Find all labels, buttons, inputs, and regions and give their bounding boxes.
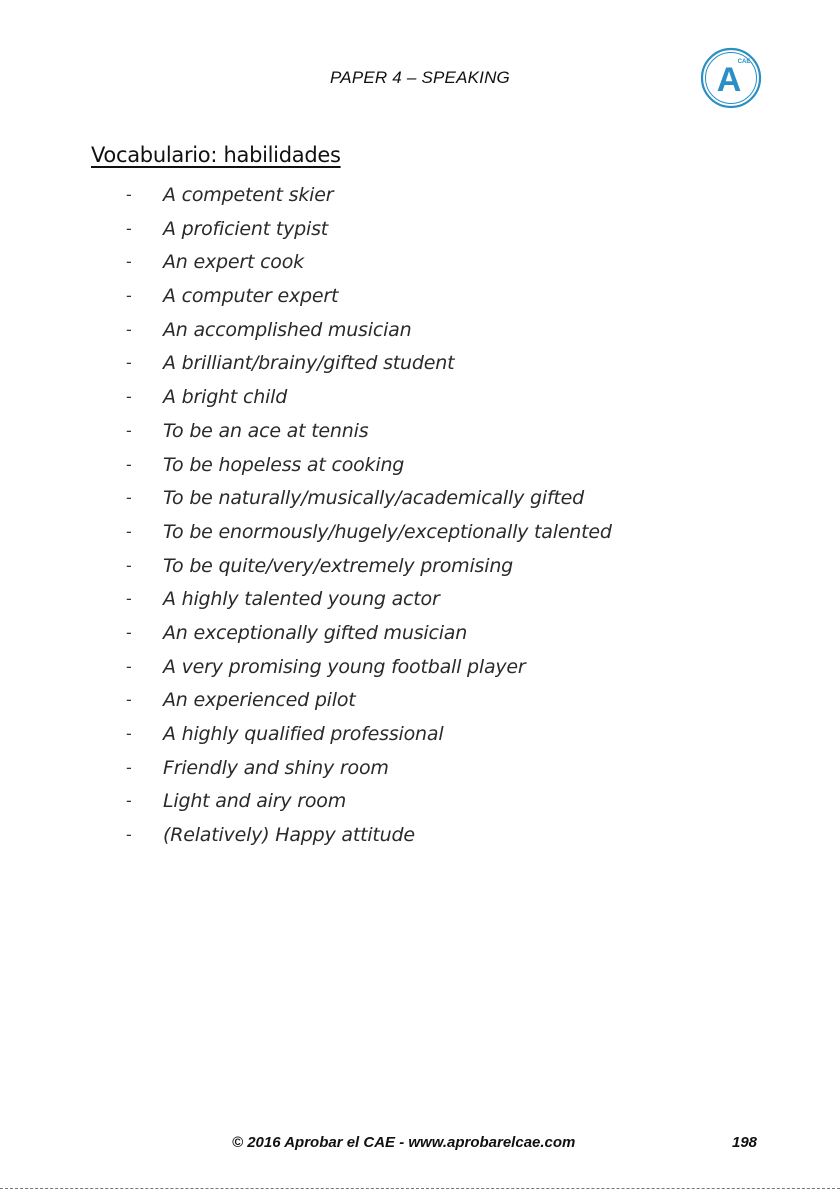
footer-copyright: © 2016 Aprobar el CAE - www.aprobarelcae.com xyxy=(232,1134,576,1151)
bottom-divider xyxy=(0,1188,840,1189)
list-item-text: Light and airy room xyxy=(163,790,347,813)
list-item xyxy=(0,551,840,585)
list-item xyxy=(0,483,840,517)
list-bullet-dash: - xyxy=(126,724,132,743)
list-bullet-dash: - xyxy=(126,656,132,676)
list-item xyxy=(0,786,840,820)
list-bullet-dash: - xyxy=(126,387,132,407)
list-item xyxy=(0,719,840,753)
list-item-text: To be naturally/musically/academically gifted xyxy=(163,487,584,510)
list-bullet-dash: - xyxy=(126,252,132,272)
list-item-text: (Relatively) Happy attitude xyxy=(163,824,415,847)
list-item xyxy=(0,348,840,382)
list-item-text: A highly talented young actor xyxy=(163,588,440,611)
list-bullet-dash: - xyxy=(126,589,132,609)
list-item xyxy=(0,753,840,787)
list-item-text: A computer expert xyxy=(163,285,339,308)
section-title: Vocabulario: habilidades xyxy=(91,143,341,167)
list-item-text: To be quite/very/extremely promising xyxy=(163,554,514,577)
list-item xyxy=(0,315,840,349)
list-item xyxy=(0,450,840,484)
list-bullet-dash: - xyxy=(126,791,132,811)
list-item xyxy=(0,584,840,618)
list-item-text: To be enormously/hugely/exceptionally talented xyxy=(163,520,612,543)
list-item xyxy=(0,281,840,315)
list-item-text: A very promising young football player xyxy=(163,655,526,678)
list-item-text: An expert cook xyxy=(163,251,304,274)
list-bullet-dash: - xyxy=(126,286,132,306)
list-item-text: A competent skier xyxy=(163,184,334,206)
list-item xyxy=(0,820,840,854)
list-item xyxy=(0,652,840,686)
list-bullet-dash: - xyxy=(126,555,132,575)
list-bullet-dash: - xyxy=(126,521,132,541)
list-item xyxy=(0,247,840,281)
list-item xyxy=(0,180,840,214)
list-bullet-dash: - xyxy=(126,319,132,339)
page-header-title: PAPER 4 – SPEAKING xyxy=(330,68,510,87)
list-item xyxy=(0,618,840,652)
list-bullet-dash: - xyxy=(126,454,132,474)
list-item-text: A bright child xyxy=(163,386,288,409)
list-item-text: To be an ace at tennis xyxy=(163,419,369,442)
list-item-text: To be hopeless at cooking xyxy=(163,453,405,476)
list-bullet-dash: - xyxy=(126,488,132,508)
logo-small-text: CAE xyxy=(737,59,751,65)
list-bullet-dash: - xyxy=(126,353,132,373)
list-bullet-dash: - xyxy=(126,690,132,710)
list-item-text: An exceptionally gifted musician xyxy=(163,621,468,644)
list-item xyxy=(0,214,840,248)
list-item-text: A brilliant/brainy/gifted student xyxy=(163,352,455,375)
list-bullet-dash: - xyxy=(126,420,132,440)
list-bullet-dash: - xyxy=(126,825,132,845)
list-item xyxy=(0,382,840,416)
cae-logo xyxy=(700,47,762,109)
list-item-text: Friendly and shiny room xyxy=(163,756,389,779)
list-item-text: An experienced pilot xyxy=(163,689,356,712)
list-item xyxy=(0,416,840,450)
logo-letter: A xyxy=(716,61,742,99)
footer-page-number: 198 xyxy=(732,1134,758,1151)
list-bullet-dash: - xyxy=(126,622,132,642)
list-bullet-dash: - xyxy=(126,218,132,238)
list-item xyxy=(0,685,840,719)
vocabulary-list xyxy=(0,180,840,854)
list-bullet-dash: - xyxy=(126,757,132,777)
list-bullet-dash: - xyxy=(126,185,132,204)
list-item-text: An accomplished musician xyxy=(163,318,412,341)
list-item xyxy=(0,517,840,551)
list-item-text: A highly qualified professional xyxy=(163,723,444,745)
list-item-text: A proficient typist xyxy=(163,217,329,240)
